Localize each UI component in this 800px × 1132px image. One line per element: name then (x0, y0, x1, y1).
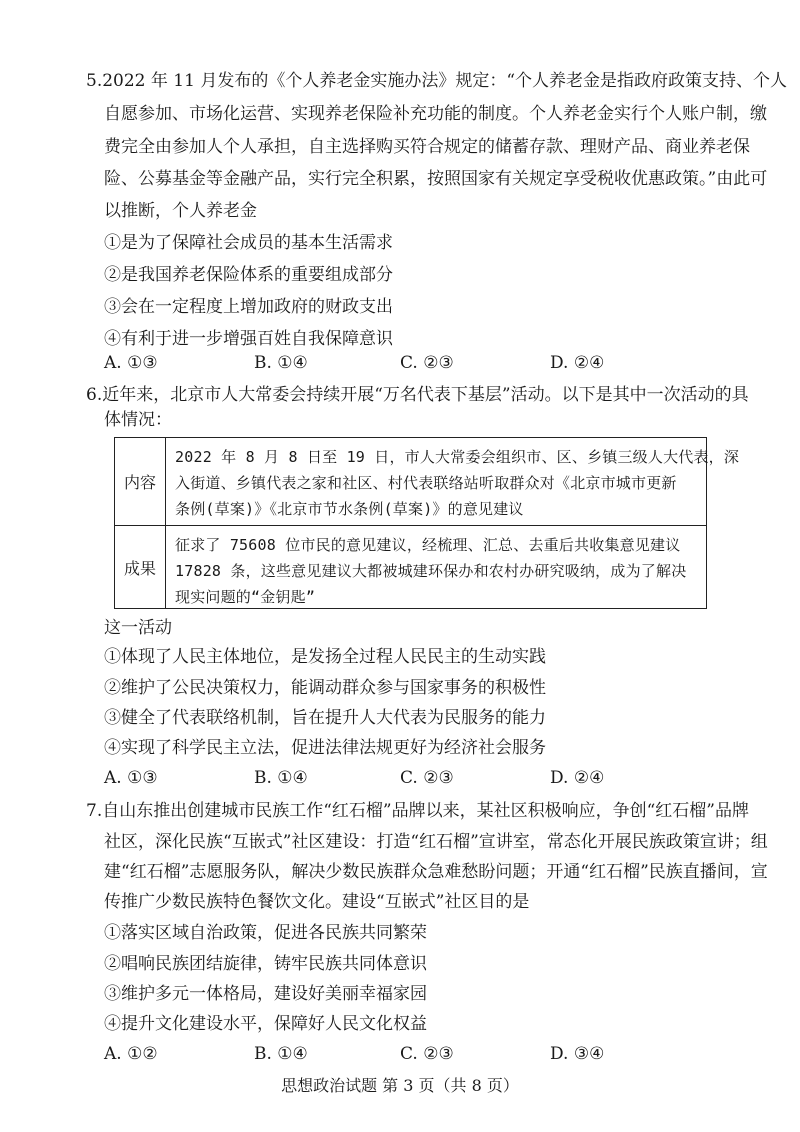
q7-option-4: ④提升文化建设水平，保障好人民文化权益 (104, 1014, 427, 1034)
q6-answer-b: B. ①④ (254, 768, 308, 788)
q7-answer-c: C. ②③ (400, 1044, 454, 1064)
q6-info-table (114, 437, 740, 609)
q6-stem-line-2: 体情况： (104, 410, 172, 430)
page-footer: 思想政治试题 第 3 页（共 8 页） (281, 1076, 519, 1095)
q5-stem-line-5: 以推断，个人养老金 (104, 201, 257, 221)
q7-stem-line-2: 社区，深化民族“互嵌式”社区建设：打造“红石榴”宣讲室，常态化开展民族政策宣讲；组 (104, 832, 768, 852)
q5-stem-line-1: 5.2022 年 11 月发布的《个人养老金实施办法》规定：“个人养老金是指政府政策支持、个人 (86, 71, 788, 91)
q6-table-body-content (175, 444, 740, 522)
q5-answer-a: A. ①③ (104, 353, 158, 373)
q6-option-4: ④实现了科学民主立法，促进法律法规更好为经济社会服务 (104, 738, 546, 758)
q6-table-body-result (175, 532, 700, 610)
q5-answer-row (104, 352, 664, 374)
q6-option-1: ①体现了人民主体地位，是发扬全过程人民民主的生动实践 (104, 647, 546, 667)
q6-answer-c: C. ②③ (400, 768, 454, 788)
q6-answer-a: A. ①③ (104, 768, 158, 788)
q7-answer-d: D. ③④ (550, 1044, 605, 1064)
q7-stem-line-4: 传推广少数民族特色餐饮文化。建设“互嵌式”社区目的是 (104, 892, 530, 912)
q6-content-line-3: 条例(草案)》《北京市节水条例(草案)》的意见建议 (175, 500, 524, 518)
q5-stem-line-2: 自愿参加、市场化运营、实现养老保险补充功能的制度。个人养老金实行个人账户制，缴 (104, 104, 767, 124)
q6-result-line-2: 17828 条，这些意见建议大都被城建环保办和农村办研究吸纳，成为了解决 (175, 562, 687, 580)
q6-table-head-content: 内容 (115, 438, 166, 525)
q6-option-2: ②维护了公民决策权力，能调动群众参与国家事务的积极性 (104, 678, 546, 698)
q6-content-line-2: 入街道、乡镇代表之家和社区、村代表联络站听取群众对《北京市城市更新 (175, 474, 677, 492)
q5-answer-b: B. ①④ (254, 353, 308, 373)
q5-answer-d: D. ②④ (550, 353, 605, 373)
q6-table-head-result: 成果 (115, 526, 166, 608)
q7-stem-line-3: 建“红石榴”志愿服务队，解决少数民族群众急难愁盼问题；开通“红石榴”民族直播间，宣 (104, 862, 768, 882)
q5-option-3: ③会在一定程度上增加政府的财政支出 (104, 297, 393, 317)
q6-result-line-3: 现实问题的“金钥匙” (175, 588, 316, 606)
q7-stem-line-1: 7.自山东推出创建城市民族工作“红石榴”品牌以来，某社区积极响应，争创“红石榴”品牌 (86, 801, 749, 821)
q6-result-line-1: 征求了 75608 位市民的意见建议，经梳理、汇总、去重后共收集意见建议 (175, 536, 681, 554)
q7-option-1: ①落实区域自治政策，促进各民族共同繁荣 (104, 923, 427, 943)
q5-stem-line-3: 费完全由参加人个人承担，自主选择购买符合规定的储蓄存款、理财产品、商业养老保 (104, 137, 750, 157)
q7-option-2: ②唱响民族团结旋律，铸牢民族共同体意识 (104, 954, 427, 974)
q6-answer-d: D. ②④ (550, 768, 605, 788)
q5-option-1: ①是为了保障社会成员的基本生活需求 (104, 233, 393, 253)
q6-option-3: ③健全了代表联络机制，旨在提升人大代表为民服务的能力 (104, 708, 546, 728)
q5-stem-line-4: 险、公募基金等金融产品，实行完全积累，按照国家有关规定享受税收优惠政策。”由此可 (104, 169, 768, 189)
q7-option-3: ③维护多元一体格局，建设好美丽幸福家园 (104, 984, 427, 1004)
q7-answer-b: B. ①④ (254, 1044, 308, 1064)
q6-lead: 这一活动 (104, 618, 172, 638)
q5-answer-c: C. ②③ (400, 353, 454, 373)
q5-option-4: ④有利于进一步增强百姓自我保障意识 (104, 329, 393, 349)
q6-answer-row (104, 767, 664, 789)
q6-table-row-content (115, 438, 740, 526)
q7-answer-a: A. ①② (104, 1044, 158, 1064)
q6-table-row-result (115, 526, 706, 608)
q6-content-line-1: 2022 年 8 月 8 日至 19 日，市人大常委会组织市、区、乡镇三级人大代表，深 (175, 448, 740, 466)
q7-answer-row (104, 1043, 664, 1065)
q5-option-2: ②是我国养老保险体系的重要组成部分 (104, 265, 393, 285)
q6-stem-line-1: 6.近年来，北京市人大常委会持续开展“万名代表下基层”活动。以下是其中一次活动的具 (86, 385, 749, 405)
